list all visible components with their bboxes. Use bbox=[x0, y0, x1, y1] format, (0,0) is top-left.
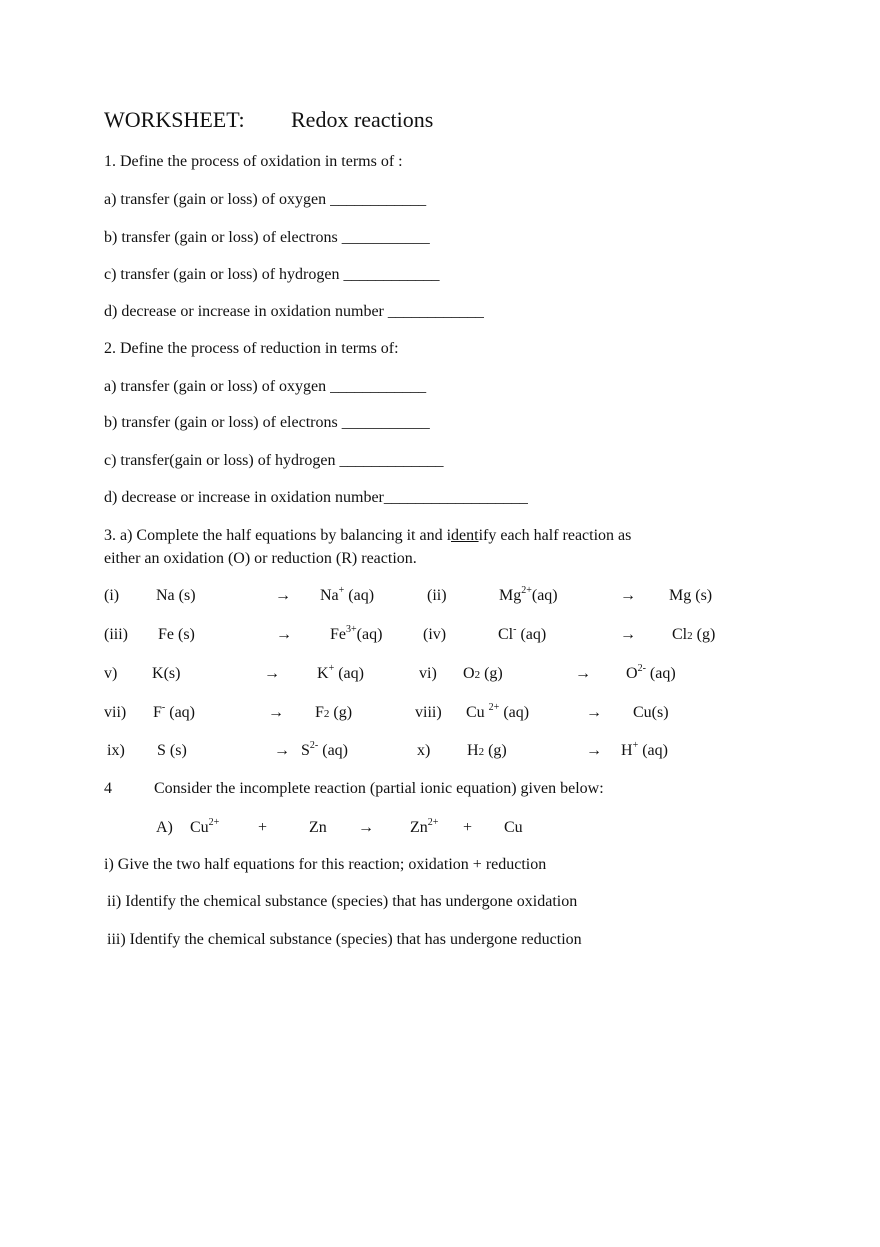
q2-b: b) transfer (gain or loss) of electrons ___________ bbox=[104, 414, 430, 431]
eq-3-left-p-charge: + bbox=[328, 663, 335, 674]
page-title bbox=[104, 107, 245, 133]
q4-part-ii: ii) Identify the chemical substance (species) that has undergone oxidation bbox=[107, 893, 578, 910]
q3-stem-part-a: 3. a) Complete the half equations by balancing it and i bbox=[104, 527, 452, 544]
eq-3-right-arrow: → bbox=[575, 665, 591, 682]
eq-5-right-p-state: (aq) bbox=[638, 742, 668, 759]
eq-4-right-r-formula: Cu bbox=[466, 704, 489, 721]
eq-1-left-arrow: → bbox=[275, 587, 291, 604]
eq-5-right-r-formula: H bbox=[467, 742, 479, 759]
eq-2-left-p-formula: Fe bbox=[330, 626, 346, 643]
eq-3-right-reactant bbox=[463, 664, 503, 686]
eq-4-left-p-state: (g) bbox=[329, 704, 353, 721]
eq-4-left-product bbox=[315, 703, 352, 725]
q2-d: d) decrease or increase in oxidation number__________________ bbox=[104, 489, 528, 506]
eq-4-left-reactant bbox=[153, 703, 195, 725]
eq-4-left-r-state: (aq) bbox=[165, 704, 196, 721]
eq-4-left-r-charge: - bbox=[161, 702, 166, 713]
eq-1-right-r-formula: Mg bbox=[499, 587, 522, 604]
eq-2-left-r-formula: Fe bbox=[158, 626, 174, 643]
q4-part-i: i) Give the two half equations for this reaction; oxidation + reduction bbox=[104, 856, 547, 873]
q4-eq-zn2plus-charge: 2+ bbox=[427, 817, 439, 828]
q1-d: d) decrease or increase in oxidation number ____________ bbox=[104, 303, 484, 320]
eq-3-right-r-state: (g) bbox=[480, 665, 503, 682]
eq-5-right-p-charge: + bbox=[632, 740, 639, 751]
eq-3-left-p-formula: K bbox=[317, 665, 329, 682]
eq-5-right-arrow: → bbox=[586, 742, 602, 759]
eq-3-right-p-state: (aq) bbox=[645, 665, 676, 682]
q4-eq-label: A) bbox=[156, 819, 173, 836]
eq-4-left-r-formula: F bbox=[153, 704, 162, 721]
eq-1-left-p-charge: + bbox=[338, 585, 345, 596]
eq-3-right-p-formula: O bbox=[626, 665, 638, 682]
title-topic: Redox reactions bbox=[291, 107, 434, 132]
q2-stem: 2. Define the process of reduction in terms of: bbox=[104, 340, 399, 357]
eq-2-left-label: (iii) bbox=[104, 626, 128, 643]
eq-2-left-reactant bbox=[158, 625, 195, 647]
eq-1-right-r-charge: 2+ bbox=[521, 585, 532, 596]
eq-2-left-r-state: (s) bbox=[174, 626, 195, 643]
eq-5-right-p-formula: H bbox=[621, 742, 633, 759]
eq-2-right-reactant bbox=[498, 625, 546, 647]
eq-5-left-p-formula: S bbox=[301, 742, 310, 759]
q1-a: a) transfer (gain or loss) of oxygen ____________ bbox=[104, 191, 427, 208]
eq-1-right-label: (ii) bbox=[427, 587, 447, 604]
eq-5-right-product bbox=[621, 741, 668, 763]
eq-2-left-p-state: (aq) bbox=[356, 626, 383, 643]
eq-1-right-p-state: (s) bbox=[691, 587, 713, 604]
eq-1-left-product bbox=[320, 586, 374, 608]
eq-5-right-r-state: (g) bbox=[484, 742, 507, 759]
eq-4-right-reactant bbox=[466, 703, 529, 725]
eq-2-right-product bbox=[672, 625, 715, 647]
eq-3-right-r-subscript: 2 bbox=[474, 669, 481, 681]
eq-2-right-p-state: (g) bbox=[692, 626, 716, 643]
q4-eq-cu: Cu bbox=[504, 819, 523, 836]
eq-2-right-label: (iv) bbox=[423, 626, 447, 643]
eq-2-left-arrow: → bbox=[276, 626, 292, 643]
eq-4-left-arrow: → bbox=[268, 704, 284, 721]
eq-3-left-reactant bbox=[152, 664, 180, 686]
eq-4-right-p-state: (s) bbox=[651, 704, 669, 721]
q3-stem-line1 bbox=[104, 526, 631, 546]
q3-stem-underlined: dent bbox=[451, 527, 479, 544]
eq-3-left-p-state: (aq) bbox=[334, 665, 364, 682]
eq-1-right-reactant bbox=[499, 586, 558, 608]
q4-stem: Consider the incomplete reaction (partial ionic equation) given below: bbox=[154, 780, 604, 797]
eq-3-right-label: vi) bbox=[419, 665, 437, 682]
eq-3-left-r-state: (s) bbox=[163, 665, 181, 682]
eq-2-right-r-state: (aq) bbox=[516, 626, 547, 643]
eq-3-right-product bbox=[626, 664, 676, 686]
eq-5-right-label: x) bbox=[417, 742, 431, 759]
eq-1-right-r-state: (aq) bbox=[531, 587, 558, 604]
eq-1-left-r-formula: Na bbox=[156, 587, 175, 604]
eq-4-right-product bbox=[633, 703, 669, 725]
eq-1-left-r-state: (s) bbox=[174, 587, 196, 604]
eq-4-right-p-formula: Cu bbox=[633, 704, 652, 721]
q3-stem-line2: either an oxidation (O) or reduction (R) reaction. bbox=[104, 550, 417, 567]
eq-2-right-arrow: → bbox=[620, 626, 636, 643]
q4-eq-zn: Zn bbox=[309, 819, 327, 836]
q4-eq-plus-1: + bbox=[258, 819, 268, 836]
eq-2-left-product bbox=[330, 625, 382, 647]
q4-eq-arrow: → bbox=[358, 819, 374, 836]
eq-3-right-r-formula: O bbox=[463, 665, 475, 682]
q1-c: c) transfer (gain or loss) of hydrogen ____________ bbox=[104, 266, 440, 283]
eq-5-right-r-subscript: 2 bbox=[478, 746, 485, 758]
q4-number: 4 bbox=[104, 780, 112, 797]
eq-1-right-p-formula: Mg bbox=[669, 587, 692, 604]
q2-a: a) transfer (gain or loss) of oxygen ____________ bbox=[104, 378, 427, 395]
q4-eq-cu2plus-charge: 2+ bbox=[208, 817, 220, 828]
q1-b: b) transfer (gain or loss) of electrons ___________ bbox=[104, 229, 430, 246]
eq-2-right-p-formula: Cl bbox=[672, 626, 688, 643]
eq-4-right-r-charge: 2+ bbox=[488, 702, 500, 713]
eq-4-right-arrow: → bbox=[586, 704, 602, 721]
eq-4-right-label: viii) bbox=[415, 704, 442, 721]
q2-c: c) transfer(gain or loss) of hydrogen _____________ bbox=[104, 452, 444, 469]
eq-3-left-r-formula: K bbox=[152, 665, 164, 682]
eq-1-left-p-formula: Na bbox=[320, 587, 339, 604]
eq-5-left-p-charge: 2- bbox=[309, 740, 319, 751]
q4-eq-zn2plus-base: Zn bbox=[410, 819, 428, 836]
eq-4-left-p-formula: F bbox=[315, 704, 324, 721]
eq-1-left-p-state: (aq) bbox=[344, 587, 375, 604]
q4-eq-cu2plus-base: Cu bbox=[190, 819, 209, 836]
eq-2-right-p-subscript: 2 bbox=[687, 630, 693, 642]
q4-eq-zn2plus bbox=[410, 818, 438, 840]
q4-eq-plus-2: + bbox=[463, 819, 473, 836]
eq-5-right-reactant bbox=[467, 741, 507, 763]
eq-1-right-arrow: → bbox=[620, 587, 636, 604]
q1-stem: 1. Define the process of oxidation in terms of : bbox=[104, 153, 403, 170]
eq-3-right-p-charge: 2- bbox=[637, 663, 646, 674]
eq-1-left-label: (i) bbox=[104, 587, 120, 604]
eq-5-left-arrow: → bbox=[274, 742, 290, 759]
eq-4-left-label: vii) bbox=[104, 704, 127, 721]
q4-eq-cu2plus bbox=[190, 818, 219, 840]
eq-5-left-label: ix) bbox=[107, 742, 125, 759]
eq-4-right-r-state: (aq) bbox=[499, 704, 530, 721]
eq-5-left-p-state: (aq) bbox=[318, 742, 349, 759]
eq-5-left-r-state: (s) bbox=[165, 742, 187, 759]
title-worksheet: WORKSHEET: bbox=[104, 107, 245, 132]
eq-5-left-reactant bbox=[157, 741, 187, 763]
q3-stem-part-b: ify each half reaction as bbox=[478, 527, 632, 544]
eq-4-left-p-subscript: 2 bbox=[323, 708, 330, 720]
eq-5-left-product bbox=[301, 741, 348, 763]
eq-2-left-p-charge: 3+ bbox=[346, 624, 357, 635]
q4-part-iii: iii) Identify the chemical substance (species) that has undergone reduction bbox=[107, 931, 582, 948]
eq-3-left-arrow: → bbox=[264, 665, 280, 682]
eq-1-right-product bbox=[669, 586, 712, 608]
eq-3-left-label: v) bbox=[104, 665, 118, 682]
eq-2-right-r-formula: Cl bbox=[498, 626, 514, 643]
eq-2-right-r-charge: - bbox=[513, 624, 517, 635]
eq-1-left-reactant bbox=[156, 586, 196, 608]
eq-5-left-r-formula: S bbox=[157, 742, 166, 759]
eq-3-left-product bbox=[317, 664, 364, 686]
